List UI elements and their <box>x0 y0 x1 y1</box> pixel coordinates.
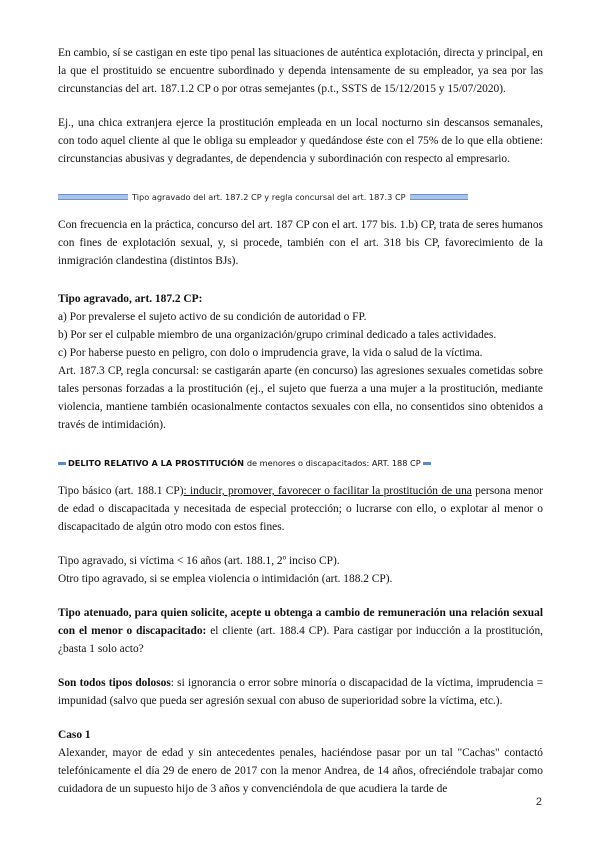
section-heading-text: DELITO RELATIVO A LA PROSTITUCIÓN de menores o discapacitados: ART. 188 CP <box>68 458 421 468</box>
paragraph-tipos-dolosos: Son todos tipos dolosos: si ignorancia o error sobre minoría o discapacidad de la víctima, imprudencia = impunidad (salvo que pueda ser agresión sexual con abuso de superioridad sobre la víctima, etc.). <box>58 677 543 707</box>
paragraph-regla-concursal: Art. 187.3 CP, regla concursal: se castigarán aparte (en concurso) las agresiones sexuales cometidas sobre tales personas forzadas a la prostitución (ej., el sujeto que fuerza a una mujer a la prostitución, mediante violencia, mantiene también ocasionalmente contactos sexuales con ella, no consentidos sino obtenidos a través de intimidación). <box>58 365 543 431</box>
heading-bar-right <box>423 462 431 465</box>
paragraph-agravado-16: Tipo agravado, si víctima < 16 años (art. 188.1, 2º inciso CP). <box>58 555 340 567</box>
paragraph-tipo-atenuado: Tipo atenuado, para quien solicite, acepte u obtenga a cambio de remuneración una relación sexual con el menor o discapacitado: el cliente (art. 188.4 CP). Para castigar por inducción a la prostitución, ¿basta 1 solo acto? <box>58 607 544 655</box>
paragraph-caso-1: Alexander, mayor de edad y sin antecedentes penales, haciéndose pasar por un tal "Cachas" contactó telefónicamente el día 29 de enero de 2017 con la menor Andrea, de 14 años, ofreciéndole trabajar como cuidadora de un supuesto hijo de 3 años y convenciéndola de que acudiera la tarde de <box>58 747 543 795</box>
heading-bar-left <box>58 462 66 465</box>
page-number: 2 <box>535 796 542 808</box>
heading-bar-left <box>58 194 128 200</box>
list-item-c: c) Por haberse puesto en peligro, con dolo o imprudencia grave, la vida o salud de la víctima. <box>58 347 483 359</box>
section-heading-text: Tipo agravado del art. 187.2 CP y regla concursal del art. 187.3 CP <box>132 192 406 202</box>
paragraph-ejemplo: Ej., una chica extranjera ejerce la prostitución empleada en un local nocturno sin descansos semanales, con todo aquel cliente al que le obliga su empleador y quedándose éste con el 75% de lo que ella obtiene: circunstancias abusivas y degradantes, de dependencia y subordinación con respecto al empresario. <box>58 117 543 165</box>
paragraph-tipo-basico: Tipo básico (art. 188.1 CP): inducir, promover, favorecer o facilitar la prostitución de una persona menor de edad o discapacitada y necesitada de especial protección; o lucrarse con ello, o explotar al menor o discapacitado de algún otro modo con estos fines. <box>58 485 544 533</box>
list-item-b: b) Por ser el culpable miembro de una organización/grupo criminal dedicado a tales actividades. <box>58 329 497 341</box>
document-page <box>58 44 543 798</box>
subheading-caso-1: Caso 1 <box>58 729 91 741</box>
list-item-a: a) Por prevalerse el sujeto activo de su condición de autoridad o FP. <box>58 311 367 323</box>
section-heading-tipo-agravado <box>58 188 543 206</box>
paragraph-concurso: Con frecuencia en la práctica, concurso del art. 187 CP con el art. 177 bis. 1.b) CP, trata de seres humanos con fines de explotación sexual, y, si procede, también con el art. 318 bis CP, favorecimiento de la inmigración clandestina (distintos BJs). <box>58 219 543 267</box>
heading-bar-right <box>410 194 468 200</box>
paragraph-explotacion: En cambio, sí se castigan en este tipo penal las situaciones de auténtica explotación, directa y principal, en la que el prostituido se encuentre subordinado y dependa intensamente de su empleador, ya sea por las circunstancias del art. 187.1.2 CP o por otras semejantes (p.t., SSTS de 15/12/2015 y 15/07/2020). <box>58 47 543 95</box>
section-heading-delito-prostitucion <box>58 454 543 472</box>
subheading-tipo-agravado: Tipo agravado, art. 187.2 CP: <box>58 293 203 305</box>
paragraph-agravado-violencia: Otro tipo agravado, si se emplea violencia o intimidación (art. 188.2 CP). <box>58 573 393 585</box>
